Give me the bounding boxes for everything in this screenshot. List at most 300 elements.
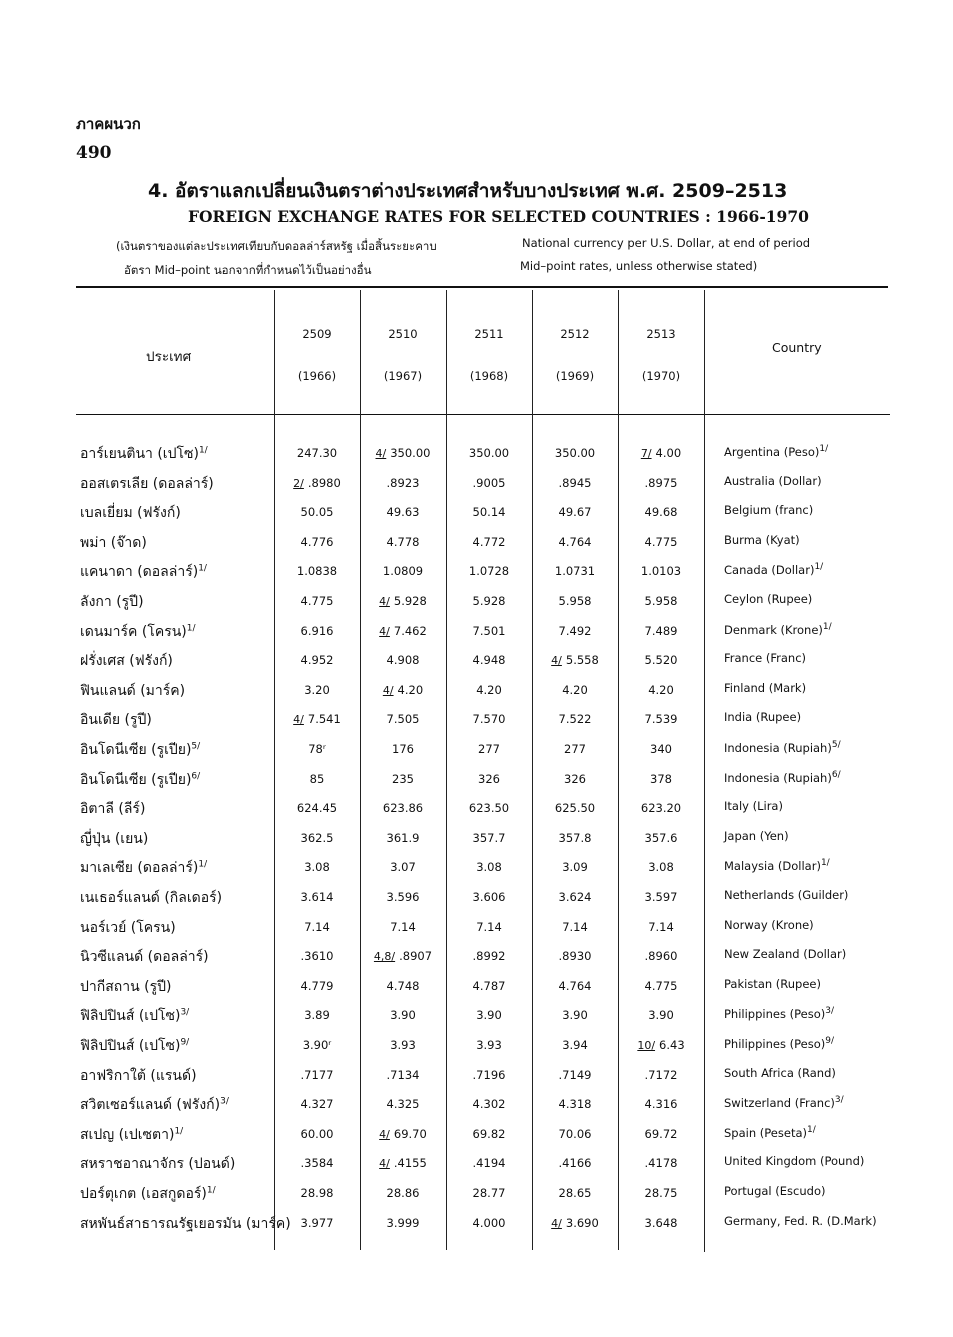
country-name-text: Burma (Kyat) [724, 532, 800, 547]
table-cell-value [625, 860, 697, 874]
cell-number: 50.14 [472, 505, 506, 520]
table-cell-value [367, 683, 439, 697]
cell-number: .4155 [393, 1156, 427, 1171]
table-row-country-name [724, 474, 822, 488]
thai-name-text: ฟินแลนด์ (มาร์ค) [80, 682, 186, 699]
cell-number: 4.775 [644, 978, 678, 993]
table-cell-value [281, 831, 353, 845]
table-cell-value [625, 476, 697, 490]
column-header-country: Country [772, 340, 822, 355]
table-cell-value [367, 712, 439, 726]
cell-number: 28.77 [472, 1186, 506, 1200]
footnote-marker: 4/ [551, 654, 562, 668]
cell-number: 3.999 [386, 1215, 420, 1230]
cell-number: 5.928 [472, 594, 506, 608]
country-name-text: Malaysia (Dollar) [724, 859, 821, 874]
cell-number: 340 [650, 742, 672, 756]
thai-name-text: สหพันธ์สาธารณรัฐเยอรมัน (มาร์ค) [80, 1215, 291, 1232]
table-cell-value [625, 742, 697, 756]
thai-name-text: แคนาดา (ดอลล่าร์) [80, 564, 199, 581]
cell-number: 28.86 [386, 1186, 420, 1200]
footnote-marker: 4,8/ [373, 950, 396, 964]
table-row-country-name [724, 1214, 877, 1228]
table-row-thai-name [80, 561, 275, 583]
table-cell-value [539, 594, 611, 608]
country-name-text: Belgium (franc) [724, 503, 814, 518]
cell-number: 3.90 [562, 1008, 588, 1023]
table-cell-value [367, 831, 439, 845]
country-name-text: Italy (Lira) [724, 799, 783, 814]
cell-number: 4.000 [472, 1215, 506, 1230]
thai-name-text: อินโดนีเซีย (รูเปีย) [80, 771, 192, 788]
table-cell-value [367, 1008, 439, 1022]
country-name-text: Ceylon (Rupee) [724, 592, 813, 606]
table-row-country-name [724, 1184, 825, 1198]
cell-number: .8945 [558, 475, 592, 490]
table-cell-value [281, 446, 353, 460]
cell-number: 49.63 [386, 505, 420, 520]
cell-number: 28.98 [300, 1186, 334, 1200]
footnote-marker: 7/ [640, 447, 652, 460]
table-cell-value [539, 683, 611, 697]
table-cell-value [625, 535, 697, 549]
cell-number: 7.462 [393, 623, 427, 638]
table-cell-value [539, 1127, 611, 1141]
table-cell-value [453, 1127, 525, 1141]
cell-number: 623.50 [468, 801, 510, 816]
table-row-thai-name [80, 680, 275, 702]
country-name-text: New Zealand (Dollar) [724, 947, 847, 962]
cell-number: 50.05 [300, 505, 334, 520]
table-row-thai-name [80, 1035, 275, 1057]
table-row-country-name [724, 444, 828, 459]
cell-number: .8960 [644, 949, 678, 964]
cell-number: 623.20 [640, 801, 682, 816]
table-row-thai-name [80, 798, 275, 820]
cell-number: .8980 [307, 475, 341, 490]
cell-number: 7.505 [386, 712, 420, 727]
table-cell-value [281, 712, 353, 726]
table-cell-value [453, 920, 525, 934]
table-cell-value [367, 535, 439, 549]
footnote-marker: 3/ [825, 1006, 834, 1017]
table-row-country-name [724, 622, 832, 637]
note-thai-line-2: อัตรา Mid–point นอกจากที่กำหนดไว้เป็นอย่างอื่น [124, 263, 372, 277]
table-cell-value [625, 920, 697, 934]
table-row-thai-name [80, 946, 275, 968]
table-cell-value [367, 1156, 439, 1170]
footnote-marker: 1/ [814, 562, 824, 573]
footnote-marker: 1/ [186, 622, 196, 633]
cell-number: 277 [564, 742, 586, 756]
cell-number: 4.327 [300, 1097, 334, 1112]
table-cell-value [625, 890, 697, 904]
cell-number: 5.520 [644, 653, 678, 668]
country-name-text: South Africa (Rand) [724, 1065, 836, 1080]
country-name-text: Philippines (Peso) [724, 1036, 826, 1051]
table-cell-value [625, 594, 697, 608]
cell-number: 350.00 [468, 446, 510, 460]
table-cell-value [625, 564, 697, 578]
table-cell-value [453, 1186, 525, 1200]
table-cell-value [539, 1068, 611, 1082]
cell-number: 70.06 [558, 1126, 592, 1141]
table-row-thai-name [80, 769, 275, 791]
cell-number: 7.14 [562, 919, 588, 934]
cell-number: 625.50 [554, 801, 596, 816]
cell-number: 3.624 [558, 890, 592, 904]
cell-number: 176 [392, 742, 414, 756]
table-cell-value [453, 1216, 525, 1230]
cell-number: 3.606 [472, 890, 506, 904]
cell-number: 4.20 [397, 682, 424, 697]
cell-number: 49.68 [644, 505, 678, 520]
table-cell-value [367, 979, 439, 993]
table-cell-value [539, 505, 611, 519]
table-row-thai-name [80, 621, 275, 643]
cell-number: 7.14 [648, 919, 674, 934]
cell-number: .8992 [472, 949, 506, 964]
cell-number: 7.492 [558, 623, 592, 638]
table-row-country-name [724, 858, 830, 873]
cell-number: 3.90 [390, 1008, 416, 1023]
cell-number: .7196 [472, 1067, 506, 1082]
table-cell-value [281, 1097, 353, 1111]
cell-number: .7172 [644, 1067, 678, 1082]
cell-number: 4.325 [386, 1097, 420, 1112]
table-cell-value [625, 1097, 697, 1111]
country-name-text: Japan (Yen) [724, 828, 789, 843]
cell-number: 357.7 [472, 830, 506, 845]
table-cell-value [281, 920, 353, 934]
table-cell-value [625, 1038, 697, 1052]
note-thai-line-1: (เงินตราของแต่ละประเทศเทียบกับดอลล่าร์สหรัฐ เมื่อสิ้นระยะคาบ [116, 239, 437, 253]
table-cell-value [367, 624, 439, 638]
table-row-thai-name [80, 532, 275, 554]
country-name-text: France (Franc) [724, 651, 807, 666]
thai-name-text: ฟิลิปปินส์ (เปโซ) [80, 1008, 181, 1025]
table-cell-value [281, 1216, 353, 1230]
cell-number: 1.0838 [296, 564, 338, 579]
cell-number: .8923 [386, 475, 420, 490]
table-row-country-name [724, 740, 841, 755]
cell-number: 60.00 [300, 1126, 334, 1141]
table-cell-value [453, 683, 525, 697]
table-row-thai-name [80, 1065, 275, 1087]
column-divider [360, 290, 361, 1250]
cell-number: 4.772 [472, 534, 506, 549]
cell-number: 3.93 [476, 1038, 502, 1052]
cell-number: 4.20 [562, 682, 588, 697]
table-row-thai-name [80, 709, 275, 731]
cell-number: 350.00 [554, 446, 596, 460]
footnote-marker: 4/ [379, 1127, 390, 1141]
table-cell-value [453, 1156, 525, 1170]
table-row-thai-name [80, 1124, 275, 1146]
cell-number: 4.20 [648, 682, 674, 697]
thai-name-text: มาเลเซีย (ดอลล่าร์) [80, 860, 199, 877]
table-row-thai-name [80, 917, 275, 939]
footnote-marker: 4/ [551, 1216, 562, 1230]
table-row-country-name [724, 770, 841, 785]
table-cell-value [367, 742, 439, 756]
cell-number: 28.75 [644, 1186, 678, 1200]
column-divider [704, 290, 705, 1252]
table-cell-value [625, 949, 697, 963]
note-english-line-2: Mid–point rates, unless otherwise stated) [520, 259, 758, 273]
thai-name-text: อิตาลี (ลีร์) [80, 801, 146, 818]
cell-number: .9005 [472, 475, 506, 490]
table-row-country-name [724, 592, 812, 606]
cell-number: 4.776 [300, 534, 334, 549]
table-cell-value [625, 801, 697, 815]
table-row-country-name [724, 1154, 864, 1168]
table-cell-value [625, 1127, 697, 1141]
year-header-ce: (1966) [297, 369, 337, 383]
table-cell-value [453, 1068, 525, 1082]
cell-number: 4.948 [472, 653, 506, 668]
table-cell-value [539, 446, 611, 460]
table-cell-value [281, 979, 353, 993]
table-cell-value [539, 712, 611, 726]
table-cell-value [453, 564, 525, 578]
thai-name-text: ฝรั่งเศส (ฟรังก์) [80, 653, 173, 670]
table-cell-value [539, 1038, 611, 1052]
country-name-text: United Kingdom (Pound) [724, 1154, 865, 1169]
table-cell-value [367, 890, 439, 904]
table-cell-value [539, 535, 611, 549]
table-row-country-name [724, 1125, 816, 1140]
thai-name-text: เนเธอร์แลนด์ (กิลเดอร์) [80, 890, 223, 906]
table-cell-value [281, 505, 353, 519]
cell-number: 3.90ʳ [302, 1038, 332, 1052]
cell-number: 1.0103 [640, 564, 682, 579]
thai-name-text: ปอร์ตุเกต (เอสกูดอร์) [80, 1186, 207, 1202]
cell-number: .3610 [300, 949, 334, 964]
table-cell-value [281, 949, 353, 963]
thai-name-text: สวิตเซอร์แลนด์ (ฟรังก์) [80, 1097, 221, 1114]
year-header-ce: (1967) [383, 369, 423, 383]
table-row-country-name [724, 681, 806, 695]
thai-name-text: ปากีสถาน (รูปี) [80, 978, 172, 995]
cell-number: 4.302 [472, 1097, 506, 1112]
cell-number: 4.764 [558, 534, 592, 549]
column-divider [446, 290, 447, 1250]
cell-number: 1.0809 [382, 564, 424, 579]
year-header-be: 2509 [302, 327, 332, 341]
year-header-ce: (1968) [469, 369, 509, 383]
cell-number: 7.522 [558, 712, 592, 727]
table-cell-value [539, 624, 611, 638]
column-header-thai: ประเทศ [146, 349, 192, 365]
country-name-text: Finland (Mark) [724, 680, 807, 695]
page-title-thai: 4. อัตราแลกเปลี่ยนเงินตราต่างประเทศสำหรับบางประเทศ พ.ศ. 2509–2513 [148, 180, 788, 202]
table-cell-value [625, 683, 697, 697]
cell-number: 7.14 [476, 919, 502, 934]
cell-number: 378 [650, 771, 672, 786]
thai-name-text: เบลเยี่ยม (ฟรังก์) [80, 505, 181, 522]
cell-number: 28.65 [558, 1186, 592, 1200]
cell-number: 69.82 [472, 1126, 506, 1141]
footnote-marker: 1/ [206, 1185, 216, 1196]
footnote-marker: 1/ [822, 621, 832, 632]
table-row-thai-name [80, 857, 275, 879]
country-name-text: Spain (Peseta) [724, 1125, 807, 1140]
table-row-country-name [724, 710, 801, 724]
footnote-marker: 4/ [293, 713, 304, 727]
table-cell-value [539, 890, 611, 904]
footnote-marker: 3/ [180, 1007, 190, 1018]
table-cell-value [367, 594, 439, 608]
table-cell-value [453, 890, 525, 904]
table-cell-value [281, 890, 353, 904]
table-cell-value [281, 1186, 353, 1200]
cell-number: 357.6 [644, 830, 678, 845]
table-cell-value [453, 860, 525, 874]
table-cell-value [453, 742, 525, 756]
thai-name-text: สเปญ (เปเซตา) [80, 1126, 175, 1143]
cell-number: 3.648 [644, 1215, 678, 1230]
page-title-english: FOREIGN EXCHANGE RATES FOR SELECTED COUNTRIES : 1966-1970 [188, 207, 809, 226]
footnote-marker: 1/ [819, 444, 829, 454]
thai-name-text: อินเดีย (รูปี) [80, 712, 152, 729]
footnote-marker: 2/ [293, 476, 304, 490]
cell-number: 326 [478, 771, 500, 786]
cell-number: 85 [309, 771, 325, 786]
table-row-thai-name [80, 1183, 275, 1205]
footnote-marker: 1/ [174, 1126, 184, 1137]
country-name-text: Argentina (Peso) [724, 444, 820, 459]
table-row-thai-name [80, 1213, 291, 1235]
cell-number: 3.08 [304, 860, 330, 875]
cell-number: 3.690 [565, 1215, 599, 1230]
table-cell-value [453, 1097, 525, 1111]
footnote-marker: 4/ [379, 595, 390, 608]
cell-number: 3.90 [476, 1008, 502, 1023]
table-cell-value [453, 624, 525, 638]
cell-number: 362.5 [300, 830, 334, 845]
table-cell-value [367, 801, 439, 815]
footnote-marker: 9/ [180, 1037, 190, 1048]
cell-number: 4.787 [472, 978, 506, 993]
country-name-text: Switzerland (Franc) [724, 1096, 835, 1111]
table-cell-value [539, 1156, 611, 1170]
table-cell-value [453, 505, 525, 519]
table-cell-value [367, 476, 439, 490]
footnote-marker: 1/ [820, 858, 830, 869]
cell-number: 623.86 [382, 801, 424, 816]
table-cell-value [539, 564, 611, 578]
thai-name-text: ญี่ปุ่น (เยน) [80, 830, 149, 847]
cell-number: 326 [564, 771, 586, 786]
year-header-be: 2510 [388, 327, 418, 341]
cell-number: .8975 [644, 475, 678, 490]
thai-name-text: ลังกา (รูปี) [80, 594, 144, 610]
table-row-country-name [724, 829, 789, 843]
table-cell-value [625, 624, 697, 638]
cell-number: 7.539 [644, 712, 678, 727]
cell-number: 3.93 [390, 1038, 416, 1052]
table-cell-value [281, 772, 353, 786]
table-cell-value [453, 476, 525, 490]
cell-number: 1.0731 [554, 564, 596, 579]
table-cell-value [539, 476, 611, 490]
footnote-marker: 10/ [637, 1039, 656, 1052]
table-header-rule [76, 414, 890, 415]
table-row-thai-name [80, 591, 275, 613]
cell-number: 7.541 [307, 712, 341, 727]
section-label: ภาคผนวก [76, 115, 141, 133]
cell-number: 78ʳ [308, 742, 326, 756]
cell-number: 69.72 [644, 1126, 678, 1141]
table-cell-value [625, 979, 697, 993]
table-cell-value [453, 594, 525, 608]
table-row-thai-name [80, 1005, 275, 1027]
footnote-marker: 4/ [375, 447, 387, 460]
table-cell-value [625, 446, 697, 460]
cell-number: 5.928 [393, 594, 427, 608]
table-row-country-name [724, 1066, 836, 1080]
table-cell-value [281, 1068, 353, 1082]
table-cell-value [281, 860, 353, 874]
table-row-thai-name [80, 650, 275, 672]
table-top-rule [76, 286, 888, 288]
table-cell-value [281, 1038, 353, 1052]
cell-number: .3584 [300, 1156, 334, 1171]
table-cell-value [281, 653, 353, 667]
table-row-country-name [724, 947, 846, 961]
thai-name-text: อินโดนีเซีย (รูเปีย) [80, 742, 192, 758]
cell-number: 4.908 [386, 653, 420, 668]
cell-number: 3.09 [562, 860, 588, 875]
table-row-country-name [724, 799, 783, 813]
country-name-text: Norway (Krone) [724, 917, 814, 932]
table-cell-value [367, 564, 439, 578]
cell-number: 6.43 [659, 1038, 685, 1052]
cell-number: 4.316 [644, 1097, 678, 1112]
table-cell-value [281, 564, 353, 578]
table-cell-value [539, 772, 611, 786]
table-cell-value [625, 1156, 697, 1170]
cell-number: 350.00 [390, 446, 431, 460]
table-cell-value [625, 505, 697, 519]
table-cell-value [453, 1008, 525, 1022]
cell-number: 7.14 [390, 919, 416, 934]
table-cell-value [539, 1186, 611, 1200]
year-header-be: 2513 [646, 327, 676, 341]
table-cell-value [453, 446, 525, 460]
thai-name-text: อาร์เยนตินา (เปโซ) [80, 446, 199, 462]
thai-name-text: ฟิลิปปินส์ (เปโซ) [80, 1038, 181, 1054]
cell-number: 69.70 [393, 1126, 427, 1141]
cell-number: 4.764 [558, 978, 592, 993]
table-cell-value [453, 535, 525, 549]
cell-number: 4.748 [386, 978, 420, 993]
cell-number: 3.20 [304, 682, 330, 697]
footnote-marker: 6/ [831, 769, 841, 780]
country-name-text: Canada (Dollar) [724, 563, 815, 578]
table-row-country-name [724, 977, 821, 991]
year-header-ce: (1969) [555, 369, 595, 383]
footnote-marker: 4/ [379, 624, 390, 638]
cell-number: .4166 [558, 1156, 592, 1171]
table-cell-value [539, 1097, 611, 1111]
table-cell-value [625, 831, 697, 845]
table-cell-value [625, 1068, 697, 1082]
table-cell-value [367, 860, 439, 874]
table-cell-value [453, 653, 525, 667]
country-name-text: Philippines (Peso) [724, 1007, 826, 1022]
